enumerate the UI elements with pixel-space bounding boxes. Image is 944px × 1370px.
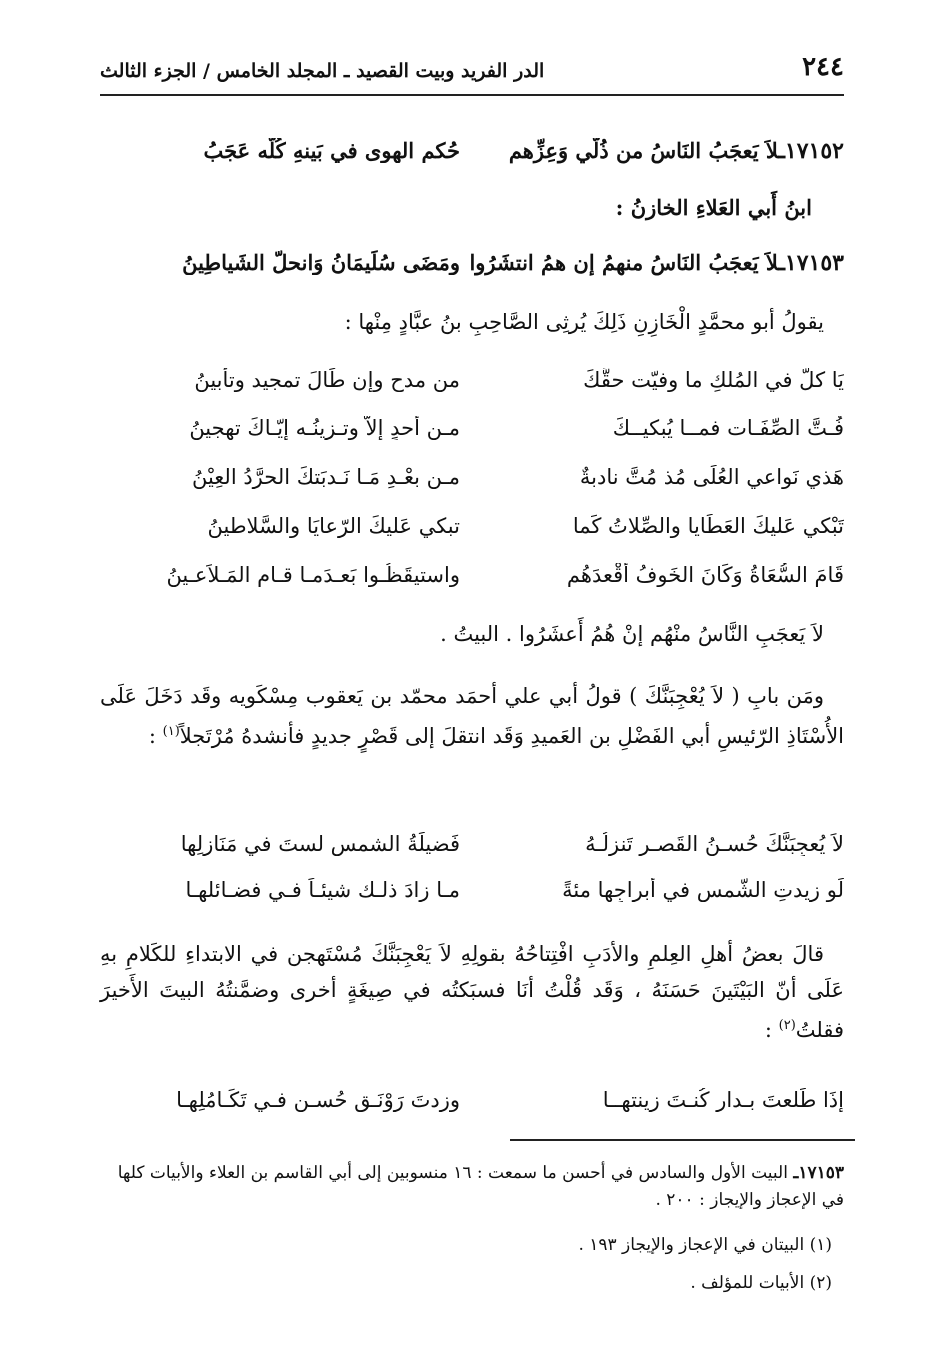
verse-17153-second-hemistich: ومَضَى سُلَيمَانُ وَانحلّ الشَياطِينُ bbox=[182, 250, 460, 275]
poem1-second-hemistich: تبكي عَليكَ الرّعايَا والسَّلاطينُ bbox=[207, 514, 460, 538]
poem2-first-hemistich: لاَ يُعجِبَنَّكَ حُسـنُ القَصـرِ تَنزِلُـهُ bbox=[585, 832, 844, 856]
paragraph-1-end: : bbox=[148, 724, 163, 748]
footnote-ref-1: (١) bbox=[162, 724, 180, 739]
paragraph-2-text: قالَ بعضُ أهلِ العِلمِ والأدَبِ افْتِتاحُهُ بقولِهِ لاَ يَعْجِبَنَّكَ مُسْتَهجن في الابتداءِ للكَلامِ بهِ عَلَى أنّ البَيْتَينَ حَسَنَهُ ، وَقَد قُلْتُ أنَا فسبَكتُه في صِيغَةٍ أخرى وضمَّنتُهُ البيتَ الأَخيرَ فقلتُ bbox=[100, 942, 844, 1042]
poem1-second-hemistich: مـن أحدٍ إلاّ وتـزينُـه إيّـاكَ تهجينُ bbox=[189, 416, 460, 440]
verse-17152 bbox=[100, 138, 844, 172]
footnote-rule bbox=[510, 1139, 855, 1141]
poem1-line bbox=[100, 563, 844, 597]
paragraph-2-end: : bbox=[764, 1018, 779, 1042]
poem1-first-hemistich: هَذي نَواعي العُلَى مُذ مُتَّ نادبةٌ bbox=[579, 465, 844, 489]
footnote-ref-2: (٢) bbox=[778, 1018, 796, 1033]
poem1-second-hemistich: من مدحٍ وإن طَالَ تمجيد وتأبينُ bbox=[194, 368, 460, 392]
intro-line: يقولُ أبو محمَّدٍ الْخَازِنِ ذَلِكَ يُرثِى الصَّاحِبِ بنُ عبَّادٍ مِنْها : bbox=[344, 310, 824, 334]
hemistich-text: لاَ يَعجَبُ النَاسُ من ذُلّي وَعِزِّهم bbox=[508, 138, 779, 163]
poem1-first-hemistich: قَامَ السُّعَاةُ وَكَانَ الخَوفُ أَقْعدَهُم bbox=[566, 563, 844, 587]
entry-number: ١٧١٥٣ـ bbox=[778, 250, 844, 276]
page-header bbox=[100, 52, 844, 92]
paragraph-1 bbox=[100, 678, 844, 754]
footnote-2: (٢) الأبيات للمؤلف . bbox=[690, 1273, 832, 1293]
poem2-line bbox=[100, 878, 844, 912]
poem2-second-hemistich: مـا زادَ ذلـك شيئـاً فـي فضـائلهـا bbox=[185, 878, 460, 902]
verse-17152-second-hemistich: حُكم الهوى في بَينهِ كُلُّه عَجَبُ bbox=[203, 138, 460, 163]
poem1-second-hemistich: مـن بعْـدِ مَـا نَـدبَتكَ الحرَّدُ العِيْنُ bbox=[191, 465, 460, 489]
page-number: ٢٤٤ bbox=[802, 52, 844, 82]
poem1-line bbox=[100, 514, 844, 548]
poem3-line bbox=[100, 1088, 844, 1122]
verse-17152-first-hemistich bbox=[424, 138, 844, 164]
paragraph-2 bbox=[100, 936, 844, 1048]
poet-attribution: ابنُ أَبي العَلاءِ الخازنُ : bbox=[615, 195, 812, 220]
poem1-second-hemistich: واستيقَظُـوا بَعـدَمـا قـام المَـلاَعـينُ bbox=[166, 563, 460, 587]
poem2-second-hemistich: فَضيلَةُ الشمس لستَ في مَنَازِلِها bbox=[180, 832, 460, 856]
poem2-first-hemistich: لَو زيدتِ الشّمس في أبراجِها مئةً bbox=[562, 878, 844, 902]
header-rule bbox=[100, 94, 844, 96]
footnote-1: (١) البيتان في الإعجاز والإيجاز ١٩٣ . bbox=[578, 1235, 832, 1255]
poem3-first-hemistich: إذَا طَلعتَ بـدارٍ كُنـتَ زينتهــا bbox=[602, 1088, 844, 1112]
footnote-entry-number: ١٧١٥٣ـ bbox=[793, 1163, 844, 1183]
poem1-line bbox=[100, 416, 844, 450]
hemistich-text: لاَ يَعجَبُ النَاسُ منهمُ إن همُ انتشَرُوا bbox=[469, 250, 779, 275]
paragraph-1-text: ومَن بابِ ( لاَ يُعْجِبَنَّكَ ) قولُ أبي علي أحمَد محمّد بن يَعقوب مِسْكَويه وقَد دَخَلَ عَلَى الأُسْتَاذِ الرّئيسِ أبي الفَضْلِ بن العَميدِ وَقَد انتقلَ إلى قَصْرٍ جديدٍ فأنشدهُ مُرْتَجلاً bbox=[100, 684, 844, 748]
poem3-second-hemistich: وزدتَ رَوْنَـق حُسـنٍ فـي تَكَـامُلِهـا bbox=[176, 1088, 460, 1112]
verse-17153-first-hemistich bbox=[424, 250, 844, 276]
poem2-line bbox=[100, 832, 844, 866]
poem1-first-hemistich: فُـتَّ الصِّفَـات فمــا يُبكيــكَ bbox=[612, 416, 844, 440]
entry-number: ١٧١٥٢ـ bbox=[778, 138, 844, 164]
poem1-line bbox=[100, 465, 844, 499]
verse-17153 bbox=[100, 250, 844, 284]
poem1-first-hemistich: تَبْكي عَليكَ العَطَايا والصِّلاتُ كَما bbox=[572, 514, 844, 538]
running-title: الدر الفريد وبيت القصيد ـ المجلد الخامس / الجزء الثالث bbox=[100, 60, 545, 82]
footnote-17153 bbox=[100, 1160, 844, 1214]
poem1-first-hemistich: يَا كلُّ في المُلكِ ما وفيّت حقَّكَ bbox=[583, 368, 844, 392]
poem1-line bbox=[100, 368, 844, 402]
footnote-text: البيت الأول والسادس في أحسن ما سمعت : ١٦ منسوبين إلى أبي القاسم بن العلاء والأبيات كلها في الإعجاز والإيجاز : ٢٠٠ . bbox=[117, 1163, 844, 1210]
quoted-line: لاَ يَعجَبِ النَّاسُ منْهُم إنْ هُمُ أَعشَرُوا . البيتُ . bbox=[440, 622, 824, 646]
